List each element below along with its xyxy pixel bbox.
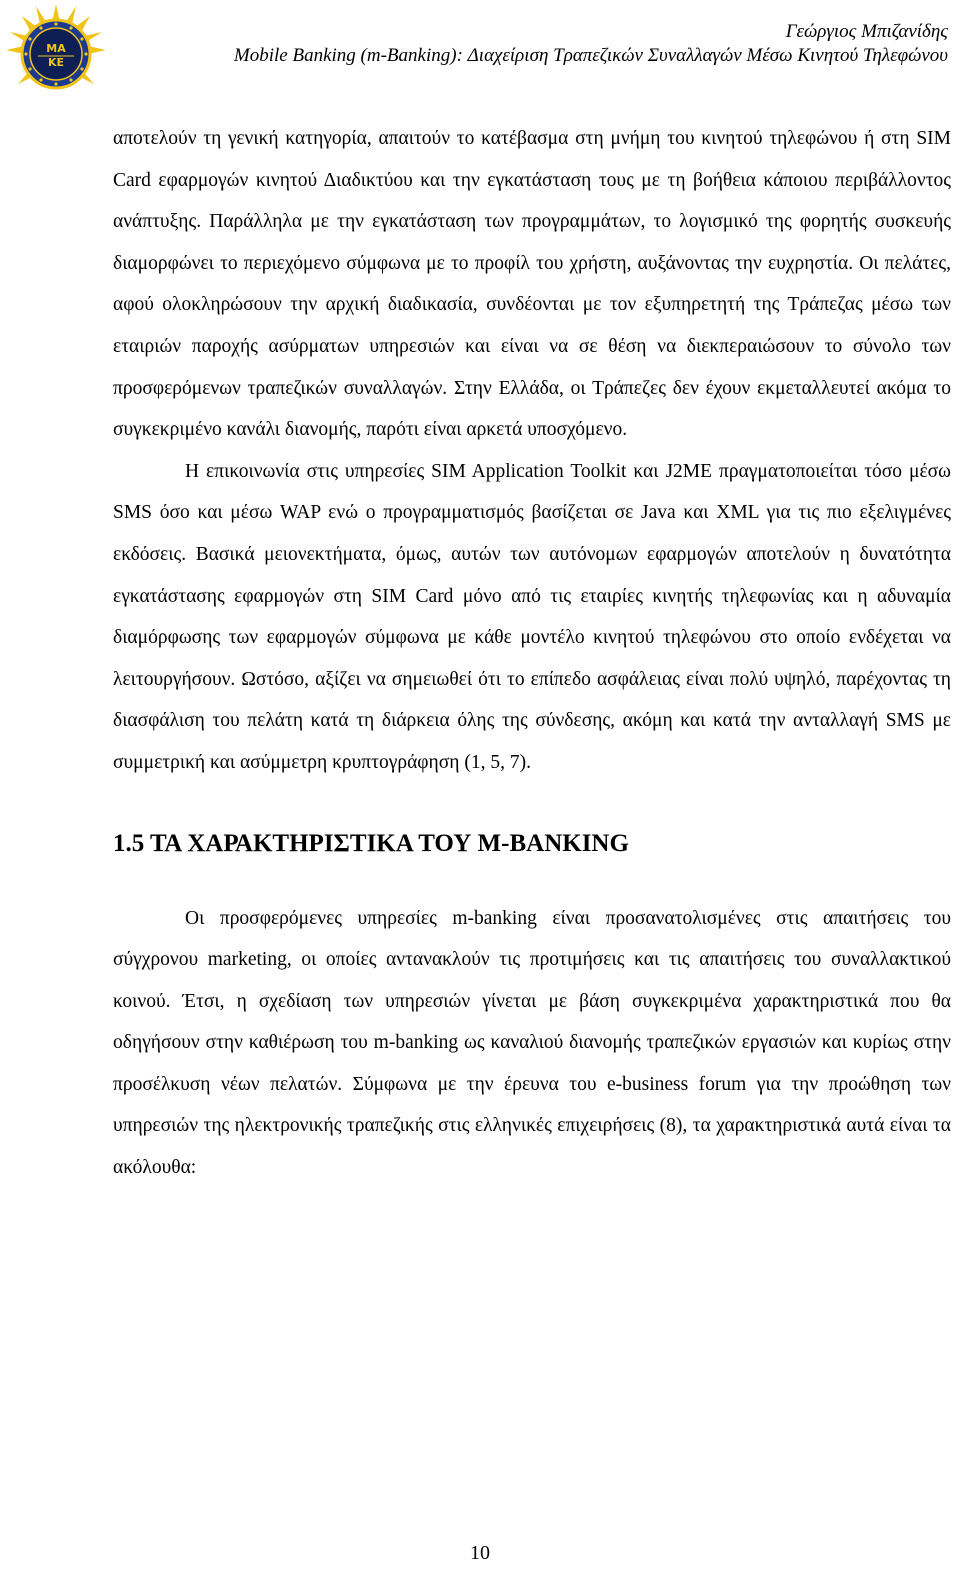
header-author: Γεώργιος Μπιζανίδης [785, 21, 948, 42]
page-number: 10 [470, 1542, 490, 1564]
body-paragraph: Η επικοινωνία στις υπηρεσίες SIM Application Toolkit και J2ME πραγματοποιείται τόσο μέσω SMS όσο και μέσω WAP ενώ ο προγραμματισμός βασίζεται σε Java και XML για τις πιο εξελιγμένες εκδόσεις. Βασικά μειονεκτήματα, όμως, αυτών των αυτόνομων εφαρμογών αποτελούν η δυνατότητα εγκατάστασης εφαρμογών στη SIM Card μόνο από τις εταιρίες κινητής τηλεφωνίας και η αδυναμία διαμόρφωσης των εφαρμογών σύμφωνα με κάθε μοντέλο κινητού τηλεφώνου στο οποίο ενδέχεται να λειτουργήσουν. Ωστόσο, αξίζει να σημειωθεί ότι το επίπεδο ασφάλειας είναι πολύ υψηλό, παρέχοντας τη διασφάλιση του πελάτη κατά τη διάρκεια όλης της σύνδεσης, ακόμη και κατά την ανταλλαγή SMS με συμμετρική και ασύμμετρη κρυπτογράφηση (1, 5, 7). [113, 460, 951, 773]
university-seal-icon [4, 2, 108, 100]
body-paragraph: αποτελούν τη γενική κατηγορία, απαιτούν το κατέβασμα στη μνήμη του κινητού τηλεφώνου ή στη SIM Card εφαρμογών κινητού Διαδικτύου και την εγκατάσταση τους με τη βοήθεια κάποιου περιβάλλοντος ανάπτυξης. Παράλληλα με την εγκατάσταση των προγραμμάτων, το λογισμικό της φορητής συσκευής διαμορφώνει το περιεχόμενο σύμφωνα με το προφίλ του χρήστη, αυξάνοντας την ευχρηστία. Οι πελάτες, αφού ολοκληρώσουν την αρχική διαδικασία, συνδέονται με τον εξυπηρετητή της Τράπεζας μέσω των εταιριών παροχής ασύρματων υπηρεσιών και είναι να σε θέση να διεκπεραιώσουν το σύνολο των προσφερόμενων τραπεζικών συναλλαγών. Στην Ελλάδα, οι Τράπεζες δεν έχουν εκμεταλλευτεί ακόμα το συγκεκριμένο κανάλι διανομής, παρότι είναι αρκετά υποσχόμενο. [113, 128, 951, 441]
svg-text:ΜΑ: ΜΑ [46, 42, 66, 55]
running-header [98, 20, 948, 68]
svg-text:ΚΕ: ΚΕ [47, 56, 65, 69]
section-heading: 1.5 ΤΑ ΧΑΡΑΚΤΗΡΙΣΤΙΚΑ ΤΟΥ M-BANKING [113, 829, 629, 857]
header-title: Mobile Banking (m-Banking): Διαχείριση Τραπεζικών Συναλλαγών Μέσω Κινητού Τηλεφώνου [233, 45, 948, 66]
body-paragraph: Οι προσφερόμενες υπηρεσίες m-banking είναι προσανατολισμένες στις απαιτήσεις του σύγχρονου marketing, οι οποίες αντανακλούν τις προτιμήσεις και τις απαιτήσεις του συναλλακτικού κοινού. Έτσι, η σχεδίαση των υπηρεσιών γίνεται με βάση συγκεκριμένα χαρακτηριστικά που θα οδηγήσουν στην καθιέρωση του m-banking ως καναλιού διανομής τραπεζικών εργασιών και κυρίως στην προσέλκυση νέων πελατών. Σύμφωνα με την έρευνα του e-business forum για την προώθηση των υπηρεσιών της ηλεκτρονικής τραπεζικής στις ελληνικές επιχειρήσεις (8), τα χαρακτηριστικά αυτά είναι τα ακόλουθα: [113, 907, 951, 1179]
page-body [113, 118, 951, 1189]
